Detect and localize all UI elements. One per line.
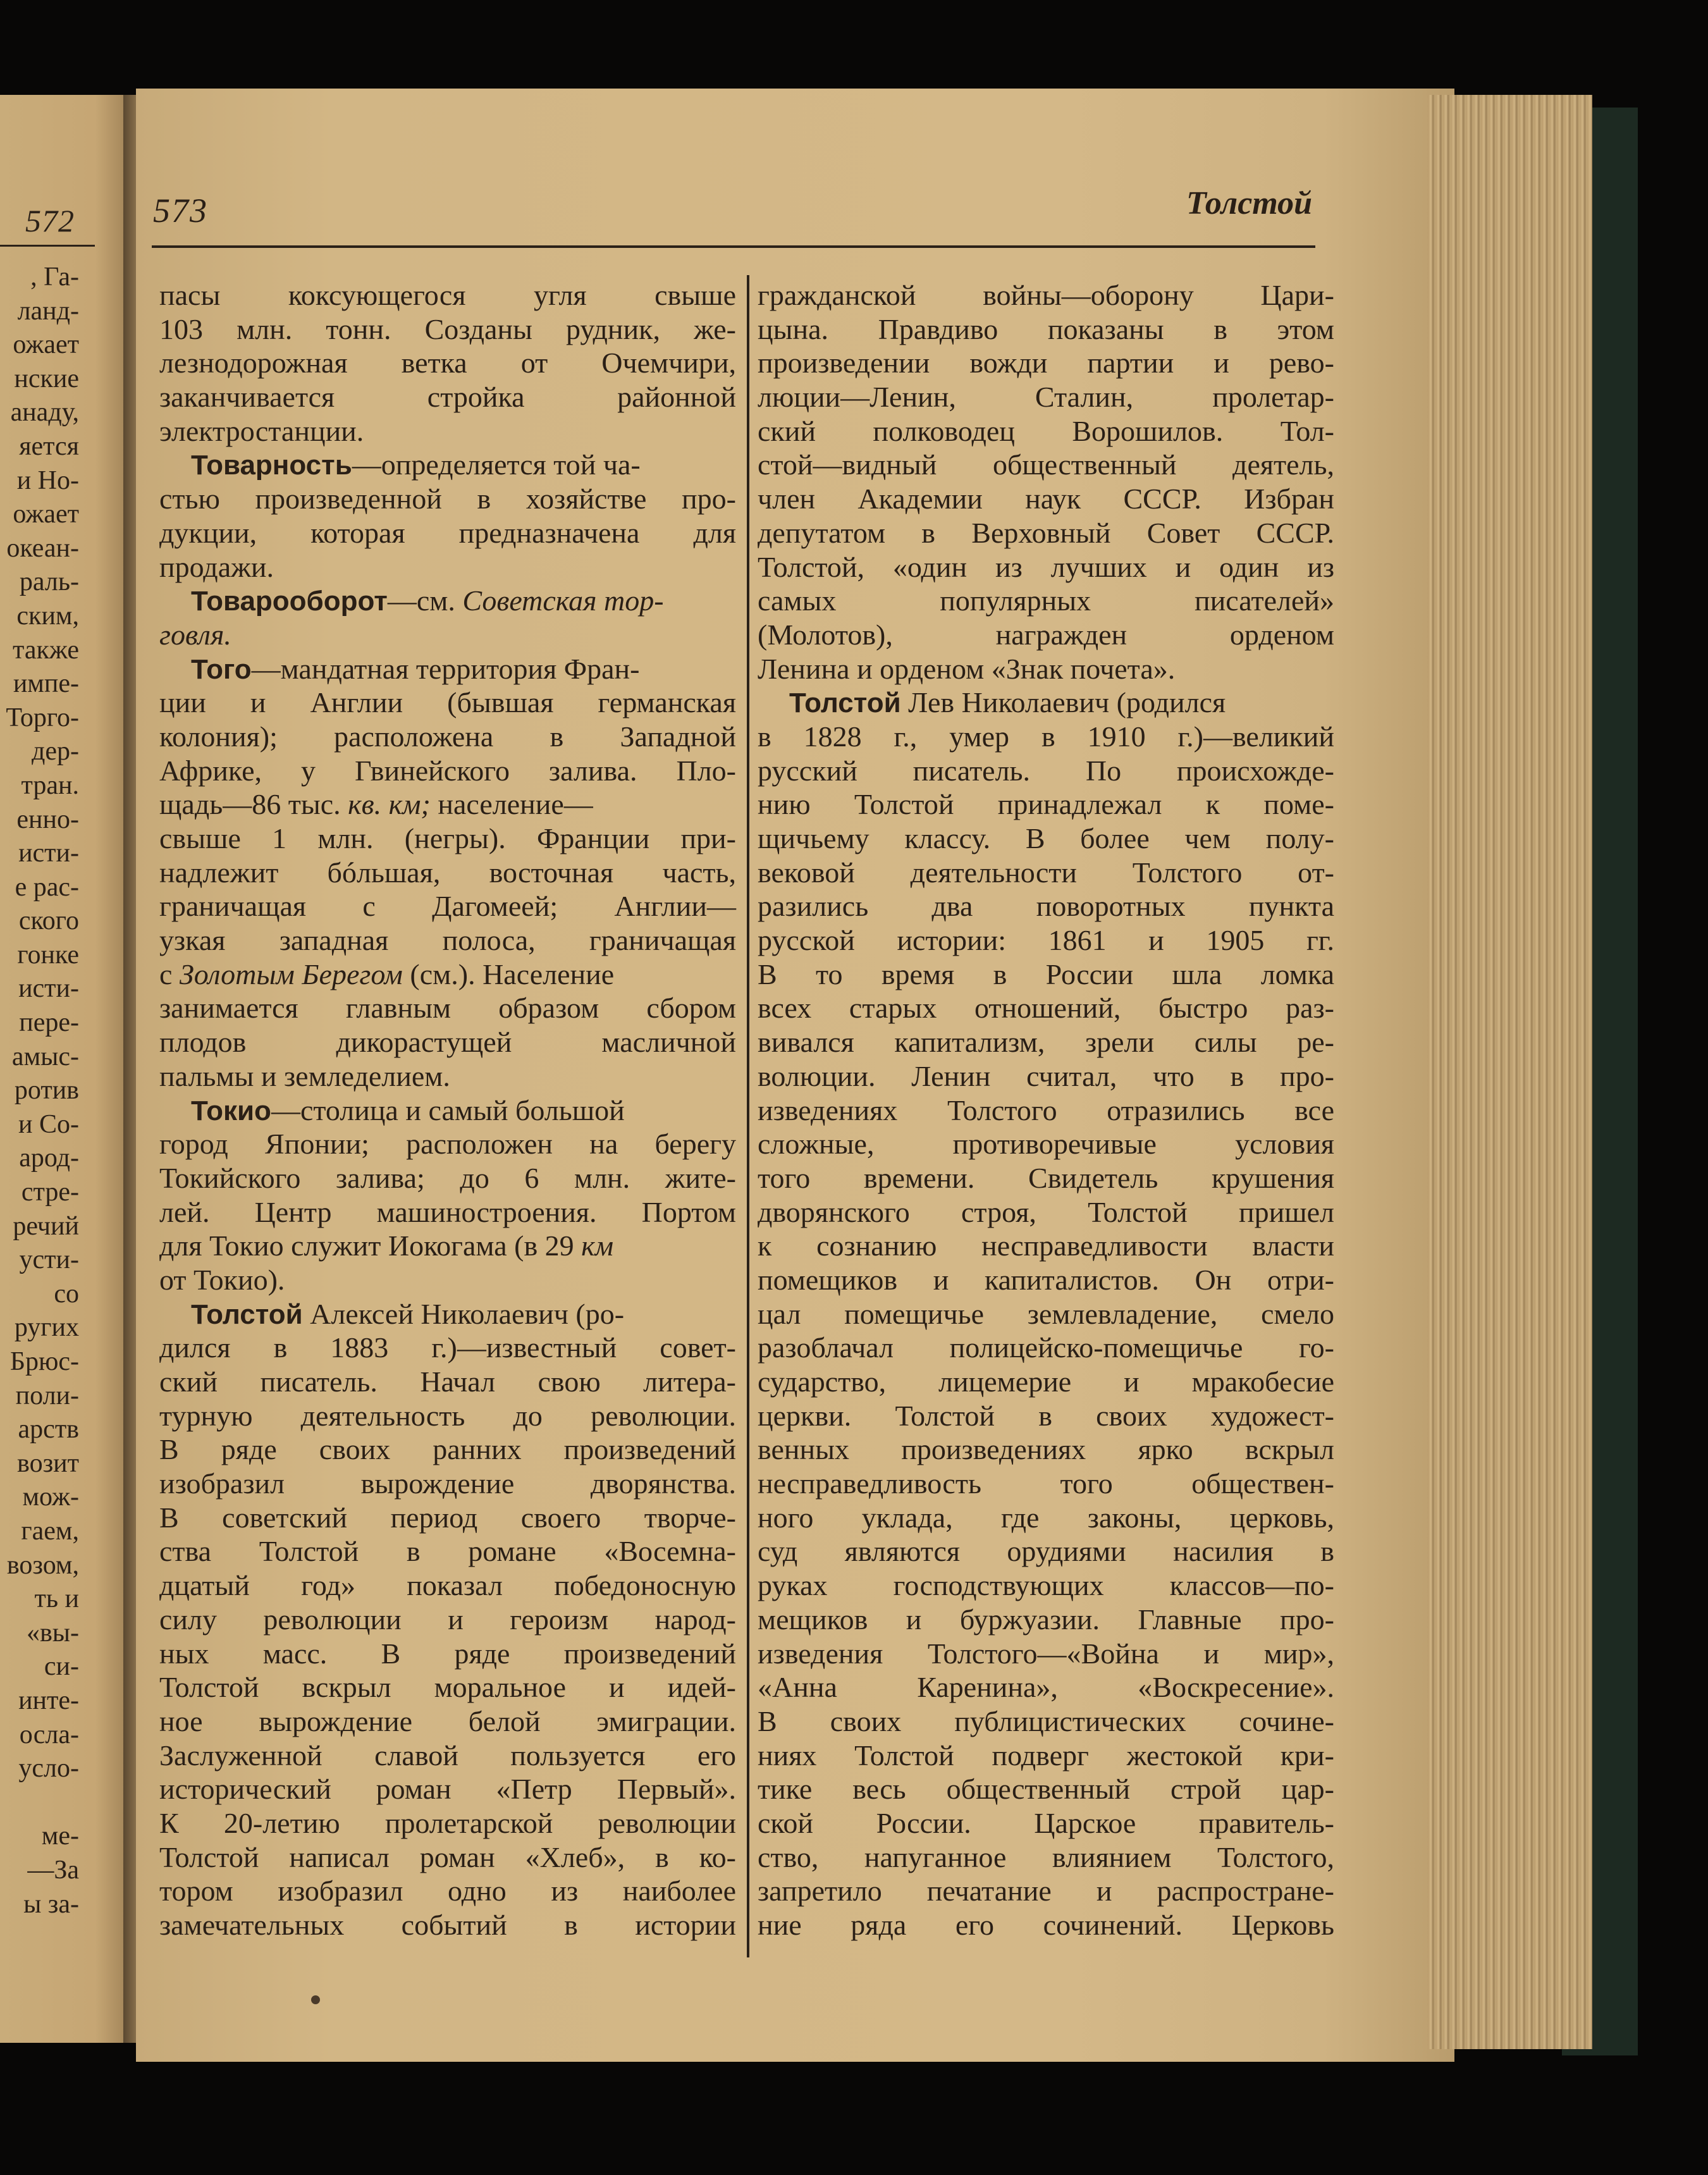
text-line: дцатый год» показал победоносную (159, 1569, 736, 1602)
previous-page-fragment: и Но- (16, 465, 79, 495)
previous-page-fragment: енно- (16, 804, 79, 834)
entry-text: Лев Николаевич (родился (900, 686, 1226, 719)
text-line: замечательных событий в истории (159, 1909, 736, 1941)
previous-page-number: 572 (25, 203, 75, 238)
text-span: для Токио служит Иокогама (в 29 (159, 1229, 582, 1262)
entry-text: Алексей Николаевич (ро- (302, 1297, 625, 1330)
previous-page-fragment: арод- (19, 1143, 79, 1173)
previous-page-fragment: Торго- (6, 703, 79, 732)
text-line: силу революции и героизм народ- (159, 1603, 736, 1636)
text-line: всех старых отношений, быстро раз- (758, 992, 1334, 1025)
headword: Толстой (789, 687, 901, 719)
previous-page-fragment (0, 1786, 79, 1820)
text-line: самых популярных писателей» (758, 584, 1334, 617)
text-line (159, 1229, 736, 1263)
previous-page-fragment: ть и (34, 1584, 79, 1614)
entry-tovarnost (159, 448, 736, 482)
previous-page-fragment: гонке (17, 940, 79, 970)
header-rule (152, 245, 1315, 248)
text-line: Толстой вскрыл моральное и идей- (159, 1671, 736, 1704)
previous-page-fragment: осла- (19, 1720, 79, 1749)
headword: Того (191, 653, 252, 685)
text-line: цал помещичье землевладение, смело (758, 1297, 1334, 1330)
headword: Токио (191, 1095, 271, 1126)
text-span: с (159, 958, 180, 990)
text-line: ства Толстой в романе «Восемна- (159, 1535, 736, 1568)
text-line: суд являются орудиями насилия в (758, 1535, 1334, 1568)
text-line: К 20-летию пролетарской революции (159, 1806, 736, 1839)
text-line: гражданской войны—оборону Цари- (758, 279, 1334, 311)
text-line: вивался капитализм, зрели силы ре- (758, 1026, 1334, 1059)
text-line: ский писатель. Начал свою литера- (159, 1365, 736, 1398)
text-column-left (159, 278, 736, 1942)
headword: Толстой (191, 1298, 303, 1330)
text-span: щадь—86 тыс. (159, 788, 348, 821)
previous-page-fragment: исти- (18, 839, 79, 868)
previous-page-fragment: океан- (6, 533, 79, 563)
unit: км (581, 1229, 614, 1262)
text-line: В советский период своего творче- (159, 1501, 736, 1534)
previous-page-fragment: ротив (14, 1076, 79, 1106)
entry-togo (159, 652, 736, 686)
page-number: 573 (153, 192, 208, 230)
entry-text: —см. (387, 584, 463, 617)
previous-page-fragment: усло- (18, 1754, 79, 1784)
text-line: Африке, у Гвинейского залива. Пло- (159, 754, 736, 787)
text-line: изведения Толстого—«Война и мир», (758, 1637, 1334, 1670)
text-line: продажи. (159, 550, 274, 583)
cross-reference: говля. (159, 618, 231, 651)
text-line: люции—Ленин, Сталин, пролетар- (758, 381, 1334, 414)
text-line: Толстой, «один из лучших и один из (758, 550, 1334, 583)
previous-page-fragment: дер- (32, 737, 79, 767)
text-line: турную деятельность до революции. (159, 1399, 736, 1432)
previous-page-fragment: яется (19, 431, 79, 461)
text-line: несправедливость того обществен- (758, 1467, 1334, 1500)
previous-page-fragment: мож- (22, 1482, 79, 1512)
text-line: ных масс. В ряде произведений (159, 1637, 736, 1670)
text-line: плодов дикорастущей масличной (159, 1026, 736, 1059)
previous-page-fragment: усти- (19, 1245, 79, 1275)
previous-page-text-fragments (0, 261, 79, 1921)
running-head: Толстой (1186, 185, 1312, 221)
text-line: волюции. Ленин считал, что в про- (758, 1059, 1334, 1092)
text-line: свыше 1 млн. (негры). Франции при- (159, 822, 736, 854)
text-line: 103 млн. тонн. Созданы рудник, же- (159, 312, 736, 345)
text-span: население— (430, 788, 593, 821)
text-line: ние ряда его сочинений. Церковь (758, 1909, 1334, 1941)
text-line: ство, напуганное влиянием Толстого, (758, 1840, 1334, 1873)
cross-reference: Золотым Берегом (179, 958, 403, 990)
text-line: помещиков и капиталистов. Он отри- (758, 1263, 1334, 1296)
text-line: сложные, противоречивые условия (758, 1128, 1334, 1161)
text-line: цына. Правдиво показаны в этом (758, 312, 1334, 345)
text-line: депутатом в Верховный Совет СССР. (758, 516, 1334, 549)
text-line: нию Толстой принадлежал к поме- (758, 788, 1334, 821)
previous-page-fragment: импе- (13, 669, 79, 699)
text-line: лей. Центр машиностроения. Портом (159, 1195, 736, 1228)
text-line: В ряде своих ранних произведений (159, 1433, 736, 1466)
text-line: «Анна Каренина», «Воскресение». (758, 1671, 1334, 1704)
entry-text: —определяется той ча- (352, 448, 641, 481)
text-line: русский писатель. По происхожде- (758, 754, 1334, 787)
text-line: заканчивается стройка районной (159, 381, 736, 414)
text-line: исторический роман «Петр Первый». (159, 1773, 736, 1806)
previous-page-fragment: Брюс- (9, 1347, 79, 1376)
headword: Товарность (191, 450, 352, 481)
text-line: Заслуженной славой пользуется его (159, 1739, 736, 1771)
previous-page-fragment: поли- (15, 1381, 79, 1410)
text-line: Толстой написал роман «Хлеб», в ко- (159, 1840, 736, 1873)
text-line: граничащая с Дагомеей; Англии— (159, 890, 736, 923)
text-line (159, 787, 736, 822)
text-line: дукции, которая предназначена для (159, 516, 736, 549)
text-line: тике весь общественный строй цар- (758, 1773, 1334, 1806)
text-line: от Токио). (159, 1263, 285, 1296)
previous-page-fragment: и Со- (18, 1109, 79, 1139)
text-line (159, 958, 736, 992)
text-line: венных произведениях ярко вскрыл (758, 1433, 1334, 1466)
previous-page-fragment: гаем, (21, 1516, 79, 1546)
text-line: к сознанию несправедливости власти (758, 1229, 1334, 1262)
unit: кв. км; (348, 788, 431, 821)
text-line: в 1828 г., умер в 1910 г.)—великий (758, 720, 1334, 753)
previous-page-fragment: возит (17, 1448, 79, 1478)
text-column-right (758, 278, 1334, 1942)
cross-reference: Советская тор- (462, 584, 664, 617)
text-line: ской России. Царское правитель- (758, 1806, 1334, 1839)
text-line: разились два поворотных пункта (758, 890, 1334, 923)
text-line: дился в 1883 г.)—известный совет- (159, 1331, 736, 1364)
text-line: лезнодорожная ветка от Очемчири, (159, 347, 736, 379)
previous-page-fragment: также (12, 635, 79, 665)
previous-page-fragment: си- (44, 1652, 79, 1682)
text-line: колония); расположена в Западной (159, 720, 736, 753)
text-line: того времени. Свидетель крушения (758, 1161, 1334, 1194)
previous-page-header-rule (0, 245, 95, 247)
ink-smudge (311, 1995, 320, 2004)
text-line: щичьему классу. В более чем полу- (758, 822, 1334, 854)
text-line: пасы коксующегося угля свыше (159, 279, 736, 311)
previous-page-fragment: «вы- (26, 1618, 79, 1648)
text-line: город Японии; расположен на берегу (159, 1128, 736, 1161)
text-line: Ленина и орденом «Знак почета». (758, 652, 1176, 685)
previous-page-fragment: стре- (21, 1178, 79, 1207)
text-line: надлежит бóльшая, восточная часть, (159, 856, 736, 889)
previous-page-fragment: тран. (21, 770, 79, 800)
previous-page-fragment: ожает (13, 500, 79, 529)
previous-page-fragment: ругих (14, 1313, 79, 1343)
previous-page-fragment: пере- (19, 1008, 79, 1038)
text-line: руках господствующих классов—по- (758, 1569, 1334, 1602)
previous-page-fragment: , Га- (30, 262, 79, 292)
entry-tovarooborot (159, 584, 736, 618)
previous-page-fragment: ского (18, 906, 79, 936)
text-line: В то время в России шла ломка (758, 958, 1334, 990)
text-line: произведении вожди партии и рево- (758, 347, 1334, 379)
text-line: пальмы и земледелием. (159, 1059, 450, 1092)
previous-page-fragment: раль- (19, 567, 79, 597)
text-line: запретило печатание и распростране- (758, 1875, 1334, 1907)
page-block-edges (1428, 95, 1592, 2049)
headword: Товарооборот (191, 586, 388, 617)
previous-page-fragment: нские (14, 364, 79, 393)
text-line: ский полководец Ворошилов. Тол- (758, 414, 1334, 447)
previous-page-fragment: арств (18, 1415, 79, 1445)
previous-page-fragment: инте- (18, 1685, 79, 1715)
text-line: ниях Толстой подверг жестокой кри- (758, 1739, 1334, 1771)
previous-page-fragment: ме- (41, 1821, 79, 1851)
entry-text: —мандатная территория Фран- (251, 652, 640, 685)
text-line: В своих публицистических сочине- (758, 1704, 1334, 1737)
text-line: тором изобразил одно из наиболее (159, 1875, 736, 1907)
text-line: сударство, лицемерие и мракобесие (758, 1365, 1334, 1398)
previous-page-fragment: ланд- (17, 296, 79, 326)
text-line: узкая западная полоса, граничащая (159, 924, 736, 957)
text-line: церкви. Толстой в своих художест- (758, 1399, 1334, 1432)
text-line: мещиков и буржуазии. Главные про- (758, 1603, 1334, 1636)
previous-page (0, 95, 136, 2043)
text-line: стью произведенной в хозяйстве про- (159, 483, 736, 515)
text-line: занимается главным образом сбором (159, 992, 736, 1025)
previous-page-fragment: ожает (13, 330, 79, 360)
text-line: ное вырождение белой эмиграции. (159, 1704, 736, 1737)
text-line: электростанции. (159, 414, 364, 447)
entry-text: —столица и самый большой (271, 1094, 625, 1126)
previous-page-fragment: амыс- (11, 1042, 79, 1071)
text-line: Токийского залива; до 6 млн. жите- (159, 1161, 736, 1194)
previous-page-fragment: —За (27, 1855, 79, 1885)
entry-tolstoy-lev (758, 686, 1334, 720)
previous-page-fragment: е рас- (15, 872, 79, 902)
text-line: изведениях Толстого отразились все (758, 1094, 1334, 1126)
text-line: (Молотов), награжден орденом (758, 618, 1334, 651)
text-line: дворянского строя, Толстой пришел (758, 1195, 1334, 1228)
column-divider (747, 275, 749, 1957)
previous-page-fragment: возом, (6, 1550, 79, 1580)
previous-page-fragment: исти- (18, 974, 79, 1004)
text-line: русской истории: 1861 и 1905 гг. (758, 924, 1334, 957)
entry-tokio (159, 1094, 736, 1128)
text-line: стой—видный общественный деятель, (758, 448, 1334, 481)
previous-page-fragment: со (54, 1279, 79, 1309)
previous-page-fragment: ы за- (23, 1889, 79, 1919)
previous-page-fragment: анаду, (10, 398, 79, 428)
text-line: член Академии наук СССР. Избран (758, 483, 1334, 515)
text-line: изобразил вырождение дворянства. (159, 1467, 736, 1500)
previous-page-fragment: речий (13, 1211, 79, 1241)
text-line: ции и Англии (бывшая германская (159, 686, 736, 719)
text-line: вековой деятельности Толстого от- (758, 856, 1334, 889)
entry-tolstoy-aleksey (159, 1297, 736, 1331)
text-span: (см.). Население (402, 958, 615, 990)
text-line: ного уклада, где законы, церковь, (758, 1501, 1334, 1534)
previous-page-fragment: ским, (16, 601, 79, 631)
text-line: разоблачал полицейско-помещичье го- (758, 1331, 1334, 1364)
